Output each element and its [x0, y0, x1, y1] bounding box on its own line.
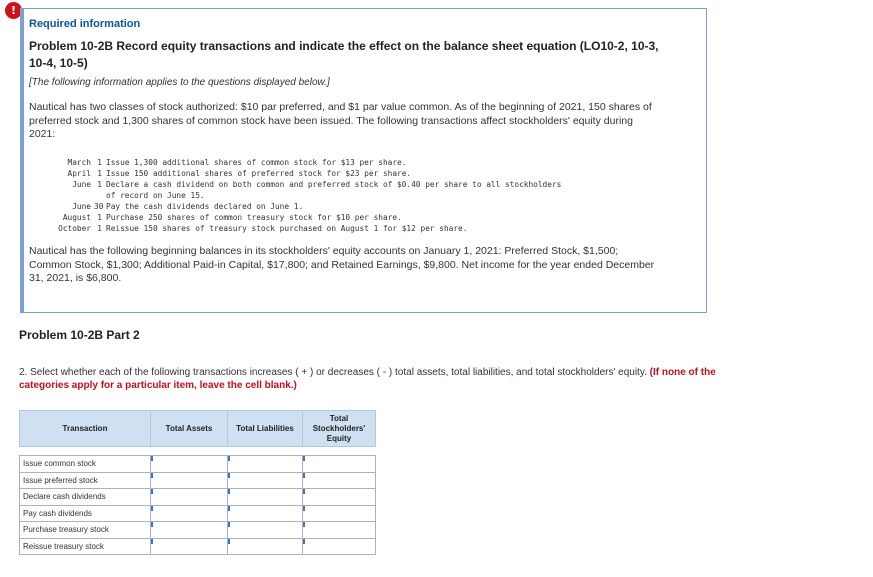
transaction-text: Issue 150 additional shares of preferred stock for $23 per share.	[106, 169, 412, 178]
assets-cell	[151, 489, 228, 506]
header-total-liabilities: Total Liabilities	[228, 411, 303, 447]
equity-input[interactable]	[303, 522, 375, 538]
alert-icon: !	[5, 2, 22, 19]
equity-input[interactable]	[303, 456, 375, 472]
cell-marker	[303, 489, 305, 494]
equity-input[interactable]	[303, 506, 375, 522]
cell-marker	[228, 489, 230, 494]
transaction-label: Issue preferred stock	[20, 472, 151, 489]
liabilities-cell	[228, 505, 303, 522]
table-row	[20, 522, 376, 539]
info-note: [The following information applies to the questions displayed below.]	[29, 77, 330, 88]
assets-input[interactable]	[151, 473, 227, 489]
transaction-label: Declare cash dividends	[20, 489, 151, 506]
cell-marker	[303, 522, 305, 527]
liabilities-input[interactable]	[228, 473, 302, 489]
table-row	[20, 472, 376, 489]
transaction-text: Issue 1,300 additional shares of common stock for $13 per share.	[106, 158, 407, 167]
assets-cell	[151, 472, 228, 489]
transaction-month: August	[62, 213, 91, 222]
answer-table	[19, 410, 376, 555]
part-title: Problem 10-2B Part 2	[19, 328, 140, 342]
transaction-text: Pay the cash dividends declared on June 1.	[106, 202, 304, 211]
assets-input[interactable]	[151, 489, 227, 505]
equity-cell	[303, 522, 376, 539]
cell-marker	[303, 539, 305, 544]
transaction-day: 1	[97, 180, 102, 189]
transaction-day: 1	[97, 213, 102, 222]
transaction-month: March	[67, 158, 91, 167]
cell-marker	[303, 456, 305, 461]
transaction-text: of record on June 15.	[106, 191, 205, 200]
table-row	[20, 538, 376, 555]
table-row	[20, 505, 376, 522]
transaction-month: April	[67, 169, 91, 178]
instruction-warning: (If none of the categories apply for a particular item, leave the cell blank.)	[19, 367, 716, 391]
assets-input[interactable]	[151, 506, 227, 522]
liabilities-input[interactable]	[228, 456, 302, 472]
transaction-text: Reissue 150 shares of treasury stock purchased on August 1 for $12 per share.	[106, 224, 468, 233]
table-row	[20, 489, 376, 506]
cell-marker	[303, 473, 305, 478]
assets-cell	[151, 538, 228, 555]
cell-marker	[151, 473, 153, 478]
liabilities-cell	[228, 472, 303, 489]
transaction-text: Purchase 250 shares of common treasury stock for $10 per share.	[106, 213, 402, 222]
transaction-day: 1	[97, 224, 102, 233]
equity-cell	[303, 538, 376, 555]
cell-marker	[151, 522, 153, 527]
spacer-cell	[20, 447, 376, 456]
liabilities-cell	[228, 489, 303, 506]
cell-marker	[303, 506, 305, 511]
table-spacer-row	[20, 447, 376, 456]
cell-marker	[151, 506, 153, 511]
balances-paragraph: Nautical has the following beginning balances in its stockholders' equity accounts on January 1, 2021: Preferred Stock, $1,500; Common Stock, $1,300; Additional Paid-in Capital, $17,800; and Retained Earnings, $9,800. Net income for the year ended December 31, 2021, is $6,800.	[29, 245, 655, 284]
assets-input[interactable]	[151, 522, 227, 538]
instruction-main: 2. Select whether each of the following transactions increases ( + ) or decreases ( - ) total assets, total liabilities, and total stockholders' equity.	[19, 367, 647, 378]
liabilities-input[interactable]	[228, 506, 302, 522]
required-info-heading: Required information	[29, 18, 141, 30]
cell-marker	[151, 489, 153, 494]
assets-cell	[151, 522, 228, 539]
liabilities-input[interactable]	[228, 522, 302, 538]
assets-cell	[151, 505, 228, 522]
transaction-month: June	[72, 180, 91, 189]
liabilities-input[interactable]	[228, 489, 302, 505]
equity-input[interactable]	[303, 489, 375, 505]
equity-input[interactable]	[303, 473, 375, 489]
liabilities-cell	[228, 522, 303, 539]
equity-cell	[303, 472, 376, 489]
transaction-month: October	[58, 224, 91, 233]
transaction-month: June	[72, 202, 91, 211]
transaction-label: Purchase treasury stock	[20, 522, 151, 539]
equity-input[interactable]	[303, 539, 375, 555]
equity-cell	[303, 505, 376, 522]
transaction-day: 1	[97, 158, 102, 167]
cell-marker	[228, 506, 230, 511]
assets-input[interactable]	[151, 456, 227, 472]
cell-marker	[151, 539, 153, 544]
assets-input[interactable]	[151, 539, 227, 555]
cell-marker	[228, 456, 230, 461]
equity-cell	[303, 456, 376, 473]
table-row	[20, 456, 376, 473]
equity-cell	[303, 489, 376, 506]
cell-marker	[151, 456, 153, 461]
transaction-day: 30	[94, 202, 104, 211]
header-total-equity: Total Stockholders' Equity	[303, 411, 376, 447]
transaction-day: 1	[97, 169, 102, 178]
liabilities-cell	[228, 538, 303, 555]
header-transaction: Transaction	[20, 411, 151, 447]
table-header-row	[20, 411, 376, 447]
cell-marker	[228, 539, 230, 544]
liabilities-cell	[228, 456, 303, 473]
assets-cell	[151, 456, 228, 473]
transaction-label: Reissue treasury stock	[20, 538, 151, 555]
problem-title: Problem 10-2B Record equity transactions and indicate the effect on the balance sheet equation (LO10-2, 10-3, 10-4, 10-5)	[29, 39, 659, 70]
cell-marker	[228, 522, 230, 527]
intro-paragraph: Nautical has two classes of stock authorized: $10 par preferred, and $1 par value common. As of the beginning of 2021, 150 shares of preferred stock and 1,300 shares of common stock have been issued. The following transactions affect stockholders' equity during 2021:	[29, 101, 652, 140]
cell-marker	[228, 473, 230, 478]
header-total-assets: Total Assets	[151, 411, 228, 447]
liabilities-input[interactable]	[228, 539, 302, 555]
transaction-text: Declare a cash dividend on both common and preferred stock of $0.40 per share to all stockholders	[106, 180, 562, 189]
transaction-label: Pay cash dividends	[20, 505, 151, 522]
transaction-label: Issue common stock	[20, 456, 151, 473]
instruction-text	[19, 366, 719, 392]
